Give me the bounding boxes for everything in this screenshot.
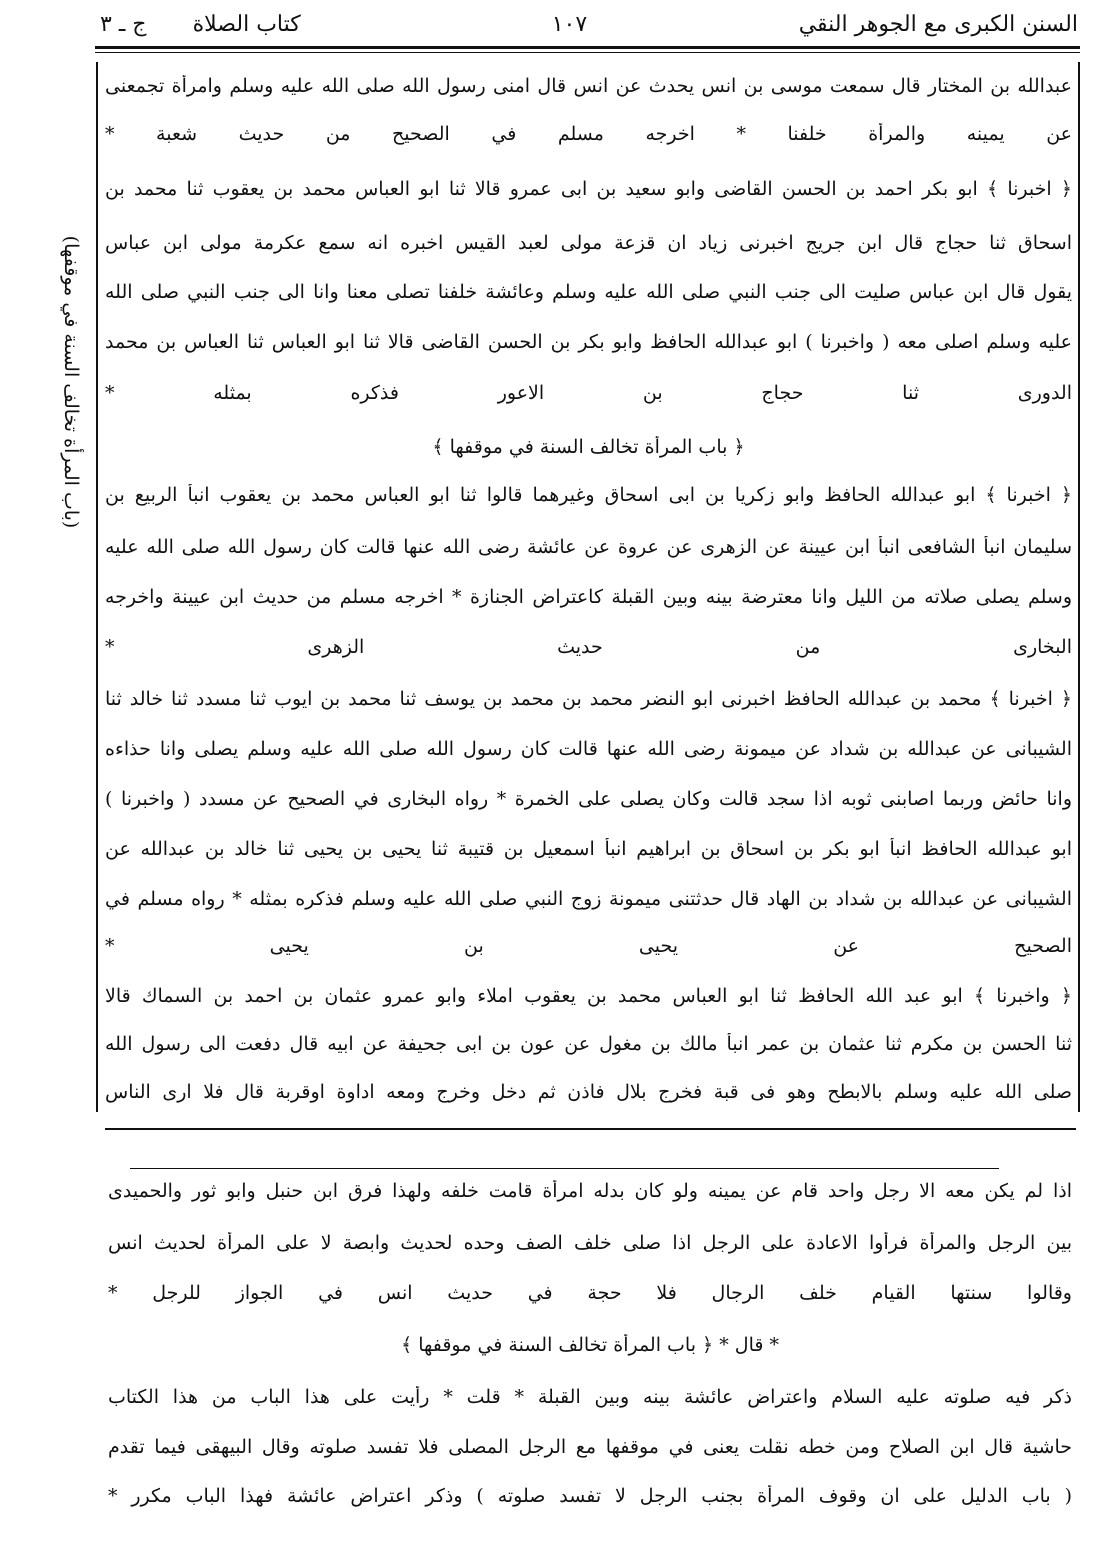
footnote-line: حاشية قال ابن الصلاح ومن خطه نقلت يعنى في موقفها مع الرجل المصلى فلا تفسد صلوته وقال البيهقى فيما تقدم — [108, 1436, 1072, 1458]
footnote-rule-inner — [130, 1168, 999, 1169]
text-line: اسحاق ثنا حجاج قال ابن جريج اخبرنى زياد ان قزعة مولى لعبد القيس اخبره انه سمع عكرمة مولى ابن عباس — [105, 232, 1072, 254]
header-rule-thick — [95, 46, 1080, 49]
chapter-title: كتاب الصلاة — [192, 12, 301, 37]
text-line: ﴿ واخبرنا ﴾ ابو عبد الله الحافظ ثنا ابو العباس محمد بن يعقوب املاء وابو عمرو عثمان بن احمد بن السماك قالا — [105, 985, 1072, 1007]
text-line: وانا حائض وربما اصابنى ثوبه اذا سجد قالت وكان يصلى على الخمرة * رواه البخارى في الصحيح عن مسدد ( واخبرنا ) — [105, 788, 1072, 810]
footnote-rule — [105, 1128, 1076, 1130]
footnote-heading: * قال * ﴿ باب المرأة تخالف السنة في موقفها ﴾ — [401, 1334, 779, 1356]
text-line: ابو عبدالله الحافظ انبأ ابو بكر بن اسحاق بن ابراهيم انبأ اسمعيل بن قتيبة ثنا يحيى بن يحيى ثنا خالد بن عبدالله عن — [105, 838, 1072, 860]
text-line: وسلم يصلى صلاته من الليل وانا معترضة بينه وبين القبلة كاعتراض الجنازة * اخرجه مسلم من حديث ابن عيينة واخرجه — [105, 586, 1072, 608]
text-line: الدورى ثنا حجاج بن الاعور فذكره بمثله * — [105, 382, 1072, 404]
page-number: ١٠٧ — [551, 12, 588, 37]
text-line: سليمان انبأ الشافعى انبأ ابن عيينة عن الزهرى عن عروة عن عائشة رضى الله عنها قالت كان رسول الله صلى الله عليه — [105, 536, 1072, 558]
footnote-line: ذكر فيه صلوته عليه السلام واعتراض عائشة بينه وبين القبلة * قلت * رأيت على هذا الباب من هذا الكتاب — [108, 1386, 1072, 1408]
footnote-line: ( باب الدليل على ان وقوف المرأة بجنب الرجل لا تفسد صلوته ) وذكر اعتراض عائشة فهذا الباب مكرر * — [108, 1485, 1072, 1507]
text-line: صلى الله عليه وسلم بالابطح وهو فى قبة فخرج بلال فاذن ثم دخل وخرج ومعه اداوة اوقربة قال فلا ارى الناس — [105, 1081, 1072, 1103]
section-heading: ﴿ باب المرأة تخالف السنة في موقفها ﴾ — [432, 436, 745, 458]
text-line: الشيبانى عن عبدالله بن شداد بن الهاد قال حدثتنى ميمونة زوج النبي صلى الله عليه وسلم فذكره بمثله * رواه مسلم في — [105, 888, 1072, 910]
text-line: الشيبانى عن عبدالله بن شداد عن ميمونة رضى الله عنها قالت كان رسول الله صلى الله عليه وسلم يصلى وانا حذاءه — [105, 738, 1072, 760]
text-line: عبدالله بن المختار قال سمعت موسى بن انس يحدث عن انس قال امنى رسول الله صلى الله عليه وسلم وامرأة تجمعنى — [105, 75, 1072, 97]
text-line: ﴿ اخبرنا ﴾ محمد بن عبدالله الحافظ اخبرنى ابو النضر محمد بن محمد بن يوسف ثنا محمد بن ايوب ثنا مسدد ثنا خالد ثنا — [105, 688, 1072, 710]
text-line: البخارى من حديث الزهرى * — [105, 636, 1072, 658]
header-rule-thin — [95, 52, 1080, 53]
margin-note — [54, 232, 88, 532]
text-line: عليه وسلم اصلى معه ( واخبرنا ) ابو عبدالله الحافظ وابو بكر بن الحسن القاضى قالا ثنا ابو العباس ثنا العباس بن محمد — [105, 331, 1072, 353]
volume-number: ج ـ ٣ — [100, 12, 147, 37]
text-line: ﴿ اخبرنا ﴾ ابو عبدالله الحافظ وابو زكريا بن ابى اسحاق وغيرهما قالوا ثنا ابو العباس محمد بن يعقوب انبأ الربيع بن — [105, 484, 1072, 506]
text-line: عن يمينه والمرأة خلفنا * اخرجه مسلم في الصحيح من حديث شعبة * — [105, 123, 1072, 145]
footnote-line: بين الرجل والمرأة فرأوا الاعادة على الرجل اذا صلى خلف الصف وحده لحديث وابصة لا على المرأة لحديث انس — [108, 1232, 1072, 1254]
text-line: ﴿ اخبرنا ﴾ ابو بكر احمد بن الحسن القاضى وابو سعيد بن ابى عمرو قالا ثنا ابو العباس محمد بن يعقوب ثنا محمد بن — [105, 178, 1072, 200]
text-line: ثنا الحسن بن مكرم ثنا عثمان بن عمر انبأ مالك بن مغول عن عون بن ابى جحيفة عن ابيه قال دفعت الى رسول الله — [105, 1033, 1072, 1055]
footnote-line: اذا لم يكن معه الا رجل واحد قام عن يمينه ولو كان بدله امرأة قامت خلفه ولهذا فرق ابن حنبل وابو ثور والحميدى — [108, 1180, 1072, 1202]
text-line: الصحيح عن يحيى بن يحيى * — [105, 935, 1072, 957]
running-header — [100, 8, 1078, 42]
text-line: يقول قال ابن عباس صليت الى جنب النبي صلى الله عليه وسلم وعائشة خلفنا تصلى معنا وانا الى جنب النبي صلى الله — [105, 281, 1072, 303]
footnote-line: وقالوا سنتها القيام خلف الرجال فلا حجة في حديث انس في الجواز للرجل * — [108, 1282, 1072, 1304]
book-title: السنن الكبرى مع الجوهر النقي — [798, 12, 1078, 37]
margin-note-text: (باب المرأة تخالف السنة في موقفها) — [60, 235, 82, 529]
